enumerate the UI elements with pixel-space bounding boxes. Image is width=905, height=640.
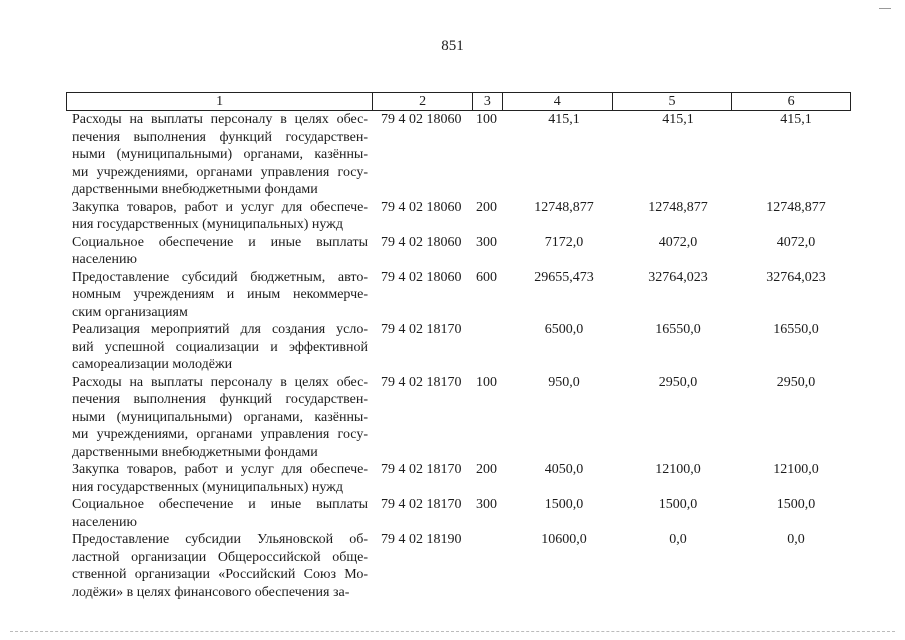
table-row [72,321,852,374]
expense-name-line: Социальное обеспечение и иные выплаты [72,497,368,512]
page-number: 851 [441,38,464,54]
header-col-5: 5 [613,93,733,110]
table-row [72,461,852,496]
amount-col-6: 12748,877 [766,199,826,215]
expense-name [72,374,368,462]
expense-name-line: населению [72,514,137,530]
target-article-code: 79 4 02 18170 [381,322,462,337]
amount-col-6: 415,1 [780,112,812,127]
amount-col-5: 12748,877 [648,199,708,215]
expense-name-line: Закупка товаров, работ и услуг для обеспече- [72,199,368,215]
expense-name-line: дарственными внебюджетными фондами [72,444,318,460]
expense-type-code: 300 [476,497,497,512]
expense-name-line: вий успешной социализации и эффективной [72,339,368,355]
expense-name-line: номным учреждениям и иным некоммерче- [72,287,368,302]
expense-name-line: ственной организации «Российский Союз Мо- [72,567,368,582]
expense-name-line: ским организациям [72,304,188,320]
amount-col-6: 1500,0 [776,497,816,512]
target-article-code: 79 4 02 18190 [381,532,462,547]
expense-name-line: дарственными внебюджетными фондами [72,182,318,197]
target-article-code: 79 4 02 18060 [381,269,462,285]
target-article-code: 79 4 02 18170 [381,497,462,512]
expense-name [72,234,368,269]
amount-col-4: 7172,0 [544,234,584,250]
amount-col-4: 10600,0 [541,532,587,547]
expense-name-line: лодёжи» в целях финансового обеспечения за- [72,584,350,600]
amount-col-4: 12748,877 [534,199,594,215]
table-body [72,111,852,601]
target-article-code: 79 4 02 18170 [381,462,462,477]
amount-col-5: 1500,0 [658,497,698,512]
header-col-1: 1 [67,93,373,110]
amount-col-6: 16550,0 [773,322,819,337]
expense-type-code: 300 [476,234,497,250]
expense-type-code: 200 [476,199,497,215]
amount-col-6: 32764,023 [766,269,826,285]
expense-name-line: Реализация мероприятий для создания усло- [72,322,368,337]
header-col-2: 2 [373,93,473,110]
table-row [72,374,852,462]
expense-name-line: ми учреждениями, органами управления госу- [72,427,368,442]
target-article-code: 79 4 02 18060 [381,234,462,250]
expense-name-line: ния государственных (муниципальных) нужд [72,217,343,232]
amount-col-6: 4072,0 [776,234,816,250]
expense-name [72,496,368,531]
table-row [72,269,852,322]
target-article-code: 79 4 02 18060 [381,199,462,215]
header-col-3: 3 [473,93,503,110]
expense-type-code: 100 [476,374,497,390]
amount-col-4: 29655,473 [534,269,594,285]
expense-name-line: Закупка товаров, работ и услуг для обеспече- [72,462,368,477]
expense-type-code: 600 [476,269,497,285]
expense-name [72,531,368,601]
expense-name [72,199,368,234]
amount-col-4: 1500,0 [544,497,584,512]
expense-name [72,461,368,496]
amount-col-4: 4050,0 [544,462,584,477]
amount-col-6: 12100,0 [773,462,819,477]
expense-name-line: ными (муниципальными) органами, казённы- [72,409,368,425]
amount-col-4: 950,0 [548,374,580,390]
amount-col-4: 6500,0 [544,322,584,337]
expense-name-line: Предоставление субсидии Ульяновской об- [72,532,368,547]
header-col-6: 6 [787,94,795,109]
expense-name-line: Социальное обеспечение и иные выплаты [72,234,368,250]
expense-name-line: ния государственных (муниципальных) нужд [72,479,343,495]
expense-name-line: печения выполнения функций государствен- [72,392,368,407]
expense-name-line: печения выполнения функций государствен- [72,129,368,145]
amount-col-5: 4072,0 [658,234,698,250]
expense-name [72,269,368,322]
amount-col-5: 12100,0 [655,462,701,477]
target-article-code: 79 4 02 18170 [381,374,462,390]
expense-name-line: Предоставление субсидий бюджетным, авто- [72,269,368,285]
table-row [72,531,852,601]
expense-name-line: Расходы на выплаты персоналу в целях обес- [72,374,368,390]
amount-col-5: 415,1 [662,112,694,127]
expense-type-code: 200 [476,462,497,477]
table-row [72,111,852,199]
target-article-code: 79 4 02 18060 [381,112,462,127]
expense-type-code: 100 [476,112,497,127]
table-row [72,496,852,531]
expense-name-line: Расходы на выплаты персоналу в целях обес- [72,112,368,127]
table-header [66,92,851,111]
expense-name-line: ными (муниципальными) органами, казённы- [72,147,368,162]
expense-name [72,321,368,374]
header-col-4: 4 [503,93,613,110]
amount-col-5: 2950,0 [658,374,698,390]
amount-col-6: 2950,0 [776,374,816,390]
amount-col-5: 32764,023 [648,269,708,285]
amount-col-5: 0,0 [669,532,687,547]
amount-col-4: 415,1 [548,112,580,127]
amount-col-6: 0,0 [787,532,805,547]
expense-name-line: ми учреждениями, органами управления госу- [72,164,368,180]
amount-col-5: 16550,0 [655,322,701,337]
table-row [72,234,852,269]
page-edge [10,630,895,632]
scan-mark [879,8,891,9]
expense-name-line: ластной организации Общероссийской обще- [72,549,368,565]
expense-name [72,111,368,199]
table-row [72,199,852,234]
expense-name-line: населению [72,252,137,267]
expense-name-line: самореализации молодёжи [72,357,233,372]
